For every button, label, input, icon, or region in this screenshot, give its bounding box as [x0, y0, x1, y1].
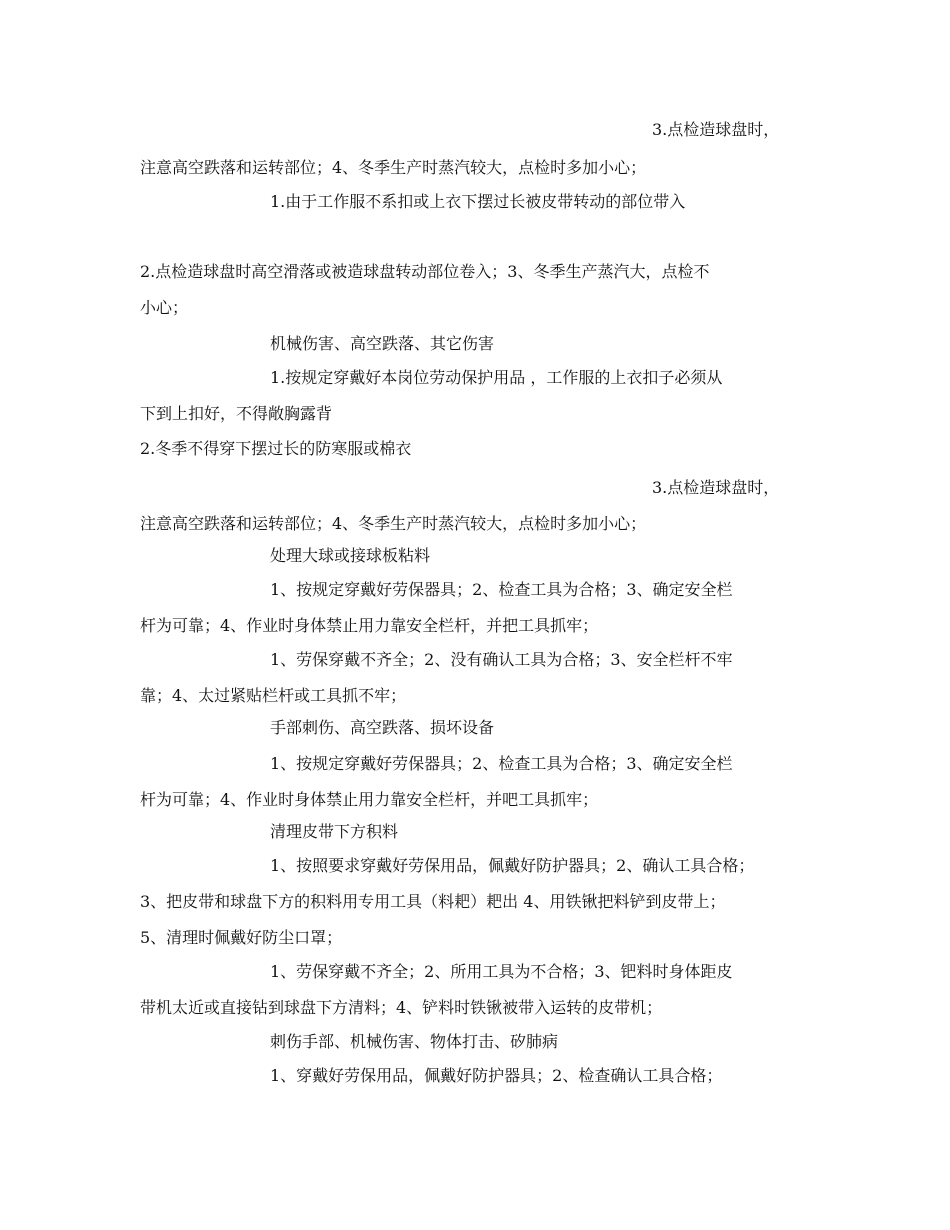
text-line: 3.点检造球盘时， [652, 478, 780, 497]
text-line: 1.按规定穿戴好本岗位劳动保护用品 ，工作服的上衣扣子必须从 [270, 368, 723, 387]
text-line: 3.点检造球盘时， [652, 120, 780, 139]
text-line: 带机太近或直接钻到球盘下方清料；4、铲料时铁锹被带入运转的皮带机； [140, 998, 663, 1017]
text-line: 下到上扣好，不得敞胸露背 [140, 404, 333, 423]
text-line: 刺伤手部、机械伤害、物体打击、矽肺病 [270, 1032, 559, 1051]
text-line: 机械伤害、高空跌落、其它伤害 [270, 334, 495, 353]
text-line: 2.点检造球盘时高空滑落或被造球盘转动部位卷入；3、冬季生产蒸汽大，点检不 [140, 262, 710, 281]
text-line: 1、按规定穿戴好劳保器具；2、检查工具为合格；3、确定安全栏 [270, 754, 733, 773]
text-line: 2.冬季不得穿下摆过长的防寒服或棉衣 [140, 439, 412, 458]
text-line: 注意高空跌落和运转部位；4、冬季生产时蒸汽较大，点检时多加小心； [140, 158, 647, 177]
text-line: 1、按照要求穿戴好劳保用品，佩戴好防护器具；2、确认工具合格； [270, 856, 755, 875]
text-line: 注意高空跌落和运转部位；4、冬季生产时蒸汽较大，点检时多加小心； [140, 514, 647, 533]
text-line: 靠；4、太过紧贴栏杆或工具抓不牢； [140, 686, 407, 705]
text-line: 处理大球或接球板粘料 [270, 546, 431, 565]
text-line: 3、把皮带和球盘下方的积料用专用工具（料耙）耙出 4、用铁锹把料铲到皮带上； [140, 892, 726, 911]
text-line: 杆为可靠；4、作业时身体禁止用力靠安全栏杆，并把工具抓牢； [140, 616, 599, 635]
text-line: 杆为可靠；4、作业时身体禁止用力靠安全栏杆，并吧工具抓牢； [140, 790, 599, 809]
text-line: 清理皮带下方积料 [270, 822, 399, 841]
text-line: 手部刺伤、高空跌落、损坏设备 [270, 718, 495, 737]
text-line: 1、劳保穿戴不齐全；2、没有确认工具为合格；3、安全栏杆不牢 [270, 650, 733, 669]
text-line: 小心； [140, 298, 189, 317]
text-line: 1、穿戴好劳保用品，佩戴好防护器具；2、检查确认工具合格； [270, 1066, 723, 1085]
text-line: 5、清理时佩戴好防尘口罩； [140, 928, 343, 947]
text-line: 1、按规定穿戴好劳保器具；2、检查工具为合格；3、确定安全栏 [270, 580, 733, 599]
text-line: 1.由于工作服不系扣或上衣下摆过长被皮带转动的部位带入 [270, 192, 686, 211]
text-line: 1、劳保穿戴不齐全；2、所用工具为不合格；3、钯料时身体距皮 [270, 962, 733, 981]
